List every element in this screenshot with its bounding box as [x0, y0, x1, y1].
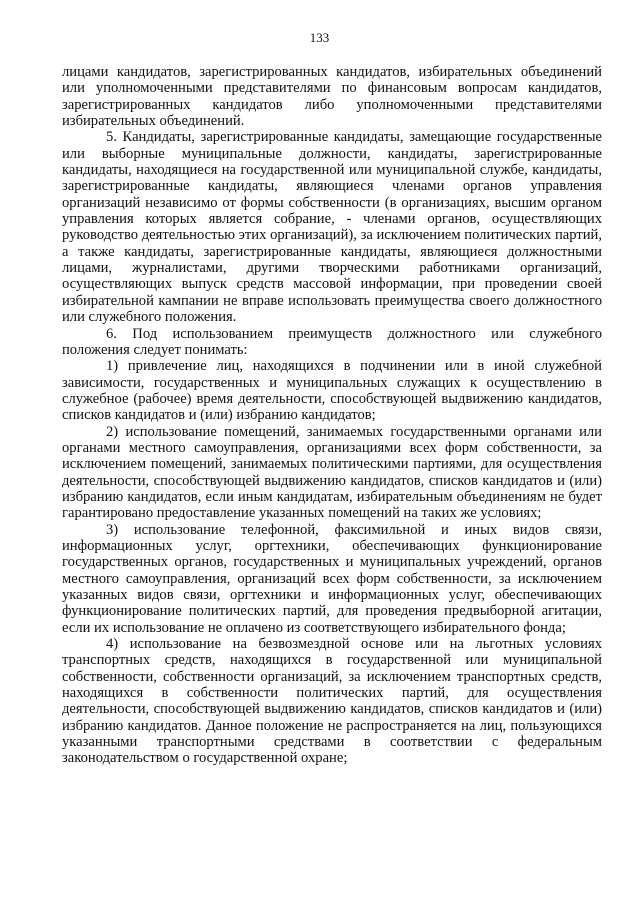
page-number: 133	[309, 30, 330, 45]
subitem-4: 4) использование на безвозмездной основе или на льготных условиях транспортных средств, находящихся в государственной или муниципальной собственности, собственности организаций, за исключением транспортных средств, находящихся в собственности политических партий, для осуществления деятельности, способствующей выдвижению кандидатов, списков кандидатов и (или) избранию кандидатов. Данное положение не распространяется на лиц, пользующихся указанными транспортными средствами в соответствии с федеральным законодательством о государственной охране;	[62, 636, 602, 767]
subitem-1: 1) привлечение лиц, находящихся в подчинении или в иной служебной зависимости, государственных и муниципальных служащих к осуществлению в служебное (рабочее) время деятельности, способствующей выдвижению кандидатов, списков кандидатов и (или) избранию кандидатов;	[62, 358, 602, 424]
subitem-3: 3) использование телефонной, факсимильной и иных видов связи, информационных услуг, оргтехники, обеспечивающих функционирование государственных органов, государственных и муниципальных учреждений, органов местного самоуправления, организаций всех форм собственности, за исключением указанных видов связи, оргтехники и информационных услуг, обеспечивающих функционирование политических партий, для проведения предвыборной агитации, если их использование не оплачено из соответствующего избирательного фонда;	[62, 521, 602, 636]
subitem-2: 2) использование помещений, занимаемых государственными органами или органами местного самоуправления, организациями всех форм собственности, за исключением помещений, занимаемых политическими партиями, для осуществления деятельности, способствующей выдвижению кандидатов, списков кандидатов и (или) избранию кандидатов, если иным кандидатам, избирательным объединениям не будет гарантировано предоставление указанных помещений на таких же условиях;	[62, 423, 602, 522]
document-body	[62, 64, 602, 767]
paragraph-item-6: 6. Под использованием преимуществ должностного или служебного положения следует понимать:	[62, 325, 602, 358]
paragraph-continuation: лицами кандидатов, зарегистрированных кандидатов, избирательных объединений или уполномоченными представителями по финансовым вопросам кандидатов, зарегистрированных кандидатов либо уполномоченными представителями избирательных объединений.	[62, 64, 602, 130]
paragraph-item-5: 5. Кандидаты, зарегистрированные кандидаты, замещающие государственные или выборные муниципальные должности, кандидаты, зарегистрированные кандидаты, находящиеся на государственной или муниципальной службе, кандидаты, зарегистрированные кандидаты, являющиеся членами органов управления организаций независимо от формы собственности (в организациях, высшим органом управления которых является собрание, - членами органов, осуществляющих руководство деятельностью этих организаций), за исключением политических партий, а также кандидаты, зарегистрированные кандидаты, являющиеся должностными лицами, журналистами, другими творческими работниками организаций, осуществляющих выпуск средств массовой информации, при проведении своей избирательной кампании не вправе использовать преимущества своего должностного или служебного положения.	[62, 129, 603, 326]
